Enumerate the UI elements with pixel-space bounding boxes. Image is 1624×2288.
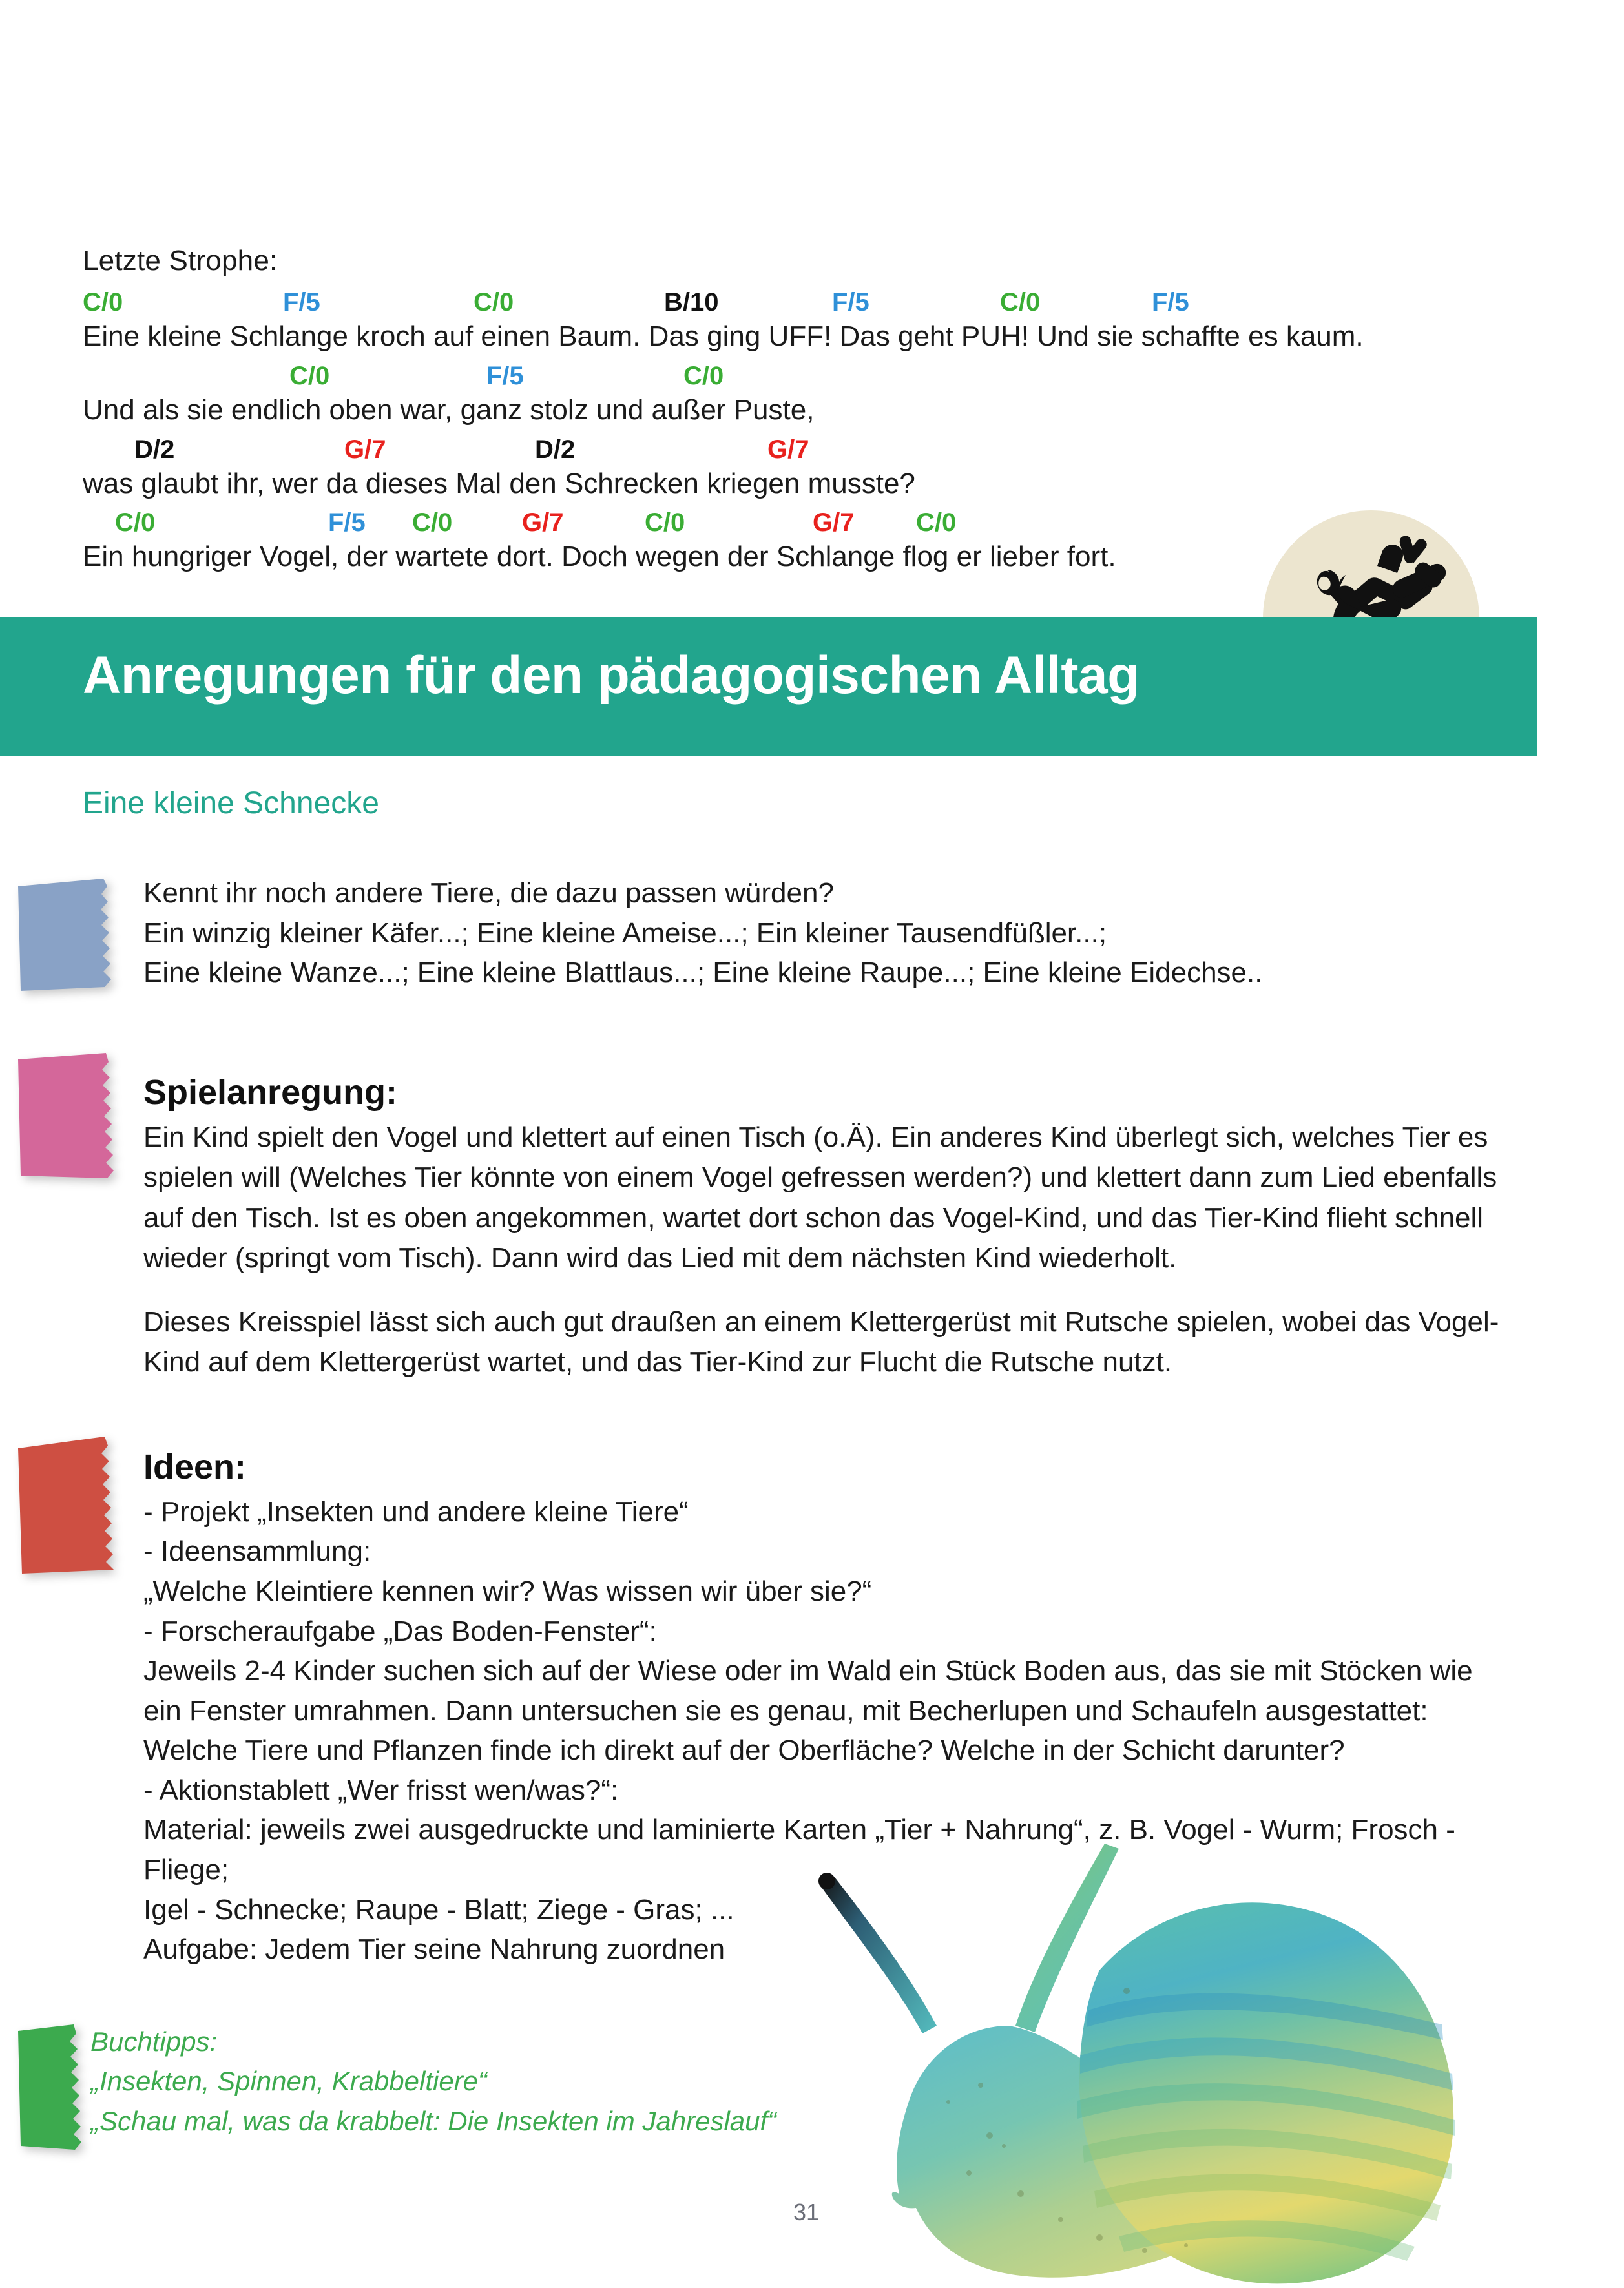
buchtipps-block <box>90 2022 776 2141</box>
lyric-line: Ein hungriger Vogel, der wartete dort. Doch wegen der Schlange flog er lieber fort. <box>83 541 1116 573</box>
question-line: Kennt ihr noch andere Tiere, die dazu passen würden? <box>143 877 834 909</box>
chord-token: C/0 <box>645 508 685 537</box>
verse <box>83 433 1536 501</box>
chord-token: C/0 <box>916 508 957 537</box>
torn-paper-icon <box>14 2023 92 2152</box>
ideen-line: - Ideensammlung: <box>143 1535 371 1568</box>
spielanregung-paragraph: Ein Kind spielt den Vogel und klettert auf einen Tisch (o.Ä). Ein anderes Kind überlegt sich, welches Tier es spielen will (Welches Tier könnte von einem Vogel gefressen werden?) und klettert dann zum Lied ebenfalls auf den Tisch. Ist es oben angekommen, wartet dort schon das Vogel-Kind, und das Tier-Kind flieht schnell wieder (springt vom Tisch). Dann wird das Lied mit dem nächsten Kind wiederholt. <box>143 1121 1497 1274</box>
song-subtitle: Eine kleine Schnecke <box>83 786 379 820</box>
chord-token: F/5 <box>832 288 869 317</box>
ideen-line: - Forscheraufgabe „Das Boden-Fenster“: <box>143 1615 657 1647</box>
ideen-line: „Welche Kleintiere kennen wir? Was wissen wir über sie?“ <box>143 1575 872 1607</box>
lyric-line: was glaubt ihr, wer da dieses Mal den Schrecken kriegen musste? <box>83 467 915 499</box>
torn-paper-icon <box>14 1052 128 1181</box>
chord-token: F/5 <box>328 508 366 537</box>
chord-token: G/7 <box>344 435 386 464</box>
lyric-line: Eine kleine Schlange kroch auf einen Baum. Das ging UFF! Das geht PUH! Und sie schaffte es kaum. <box>83 320 1364 353</box>
chord-token: C/0 <box>289 362 330 391</box>
page-number: 31 <box>793 2199 820 2225</box>
ideen-line: - Projekt „Insekten und andere kleine Tiere“ <box>143 1495 689 1528</box>
chord-token: B/10 <box>664 288 719 317</box>
spielanregung-heading: Spielanregung: <box>143 1073 398 1112</box>
chord-token: F/5 <box>1152 288 1189 317</box>
torn-paper-icon <box>14 877 128 993</box>
buchtipps-heading: Buchtipps: <box>90 2026 218 2057</box>
questions-block <box>143 873 1532 993</box>
marker-red <box>14 1435 124 1576</box>
ideen-line: Aufgabe: Jedem Tier seine Nahrung zuordnen <box>143 1933 725 1966</box>
question-line: Eine kleine Wanze...; Eine kleine Blattlaus...; Eine kleine Raupe...; Eine kleine Eidechse.. <box>143 957 1263 989</box>
chord-token: C/0 <box>1000 288 1041 317</box>
ideen-line: - Aktionstablett „Wer frisst wen/was?“: <box>143 1774 619 1806</box>
buchtipps-line: „Schau mal, was da krabbelt: Die Insekten im Jahreslauf“ <box>90 2105 777 2136</box>
marker-pink <box>14 1052 124 1181</box>
ideen-line: ein Fenster umrahmen. Dann untersuchen sie es genau, mit Becherlupen und Schaufeln ausgestattet: <box>143 1694 1428 1727</box>
ideen-line: Igel - Schnecke; Raupe - Blatt; Ziege - Gras; ... <box>143 1893 734 1926</box>
banner-title: Anregungen für den pädagogischen Alltag <box>83 646 1140 705</box>
watercolor-snail-illustration <box>796 1832 1481 2284</box>
ideen-heading: Ideen: <box>143 1448 247 1486</box>
ideen-line: Jeweils 2-4 Kinder suchen sich auf der Wiese oder im Wald ein Stück Boden aus, das sie mit Stöcken wie <box>143 1655 1473 1687</box>
chord-token: D/2 <box>535 435 576 464</box>
ideen-line: Material: jeweils zwei ausgedruckte und laminierte Karten „Tier + Nahrung“, z. B. Vogel - Wurm; Frosch - Fliege; <box>143 1814 1455 1886</box>
chord-token: D/2 <box>134 435 175 464</box>
ideen-line: Welche Tiere und Pflanzen finde ich direkt auf der Oberfläche? Welche in der Schicht darunter? <box>143 1734 1345 1767</box>
verse <box>83 286 1536 354</box>
snail-tentacle-left <box>822 1877 937 2033</box>
spielanregung-paragraph: Dieses Kreisspiel lässt sich auch gut draußen an einem Klettergerüst mit Rutsche spielen, wobei das Vogel-Kind auf dem Klettergerüst wartet, und das Tier-Kind zur Flucht die Rutsche nutzt. <box>143 1305 1499 1378</box>
chord-token: G/7 <box>813 508 855 537</box>
chord-line <box>83 433 1536 466</box>
chord-token: F/5 <box>283 288 320 317</box>
snail-eye <box>818 1873 835 1889</box>
chord-token: C/0 <box>412 508 453 537</box>
buchtipps-line: „Insekten, Spinnen, Krabbeltiere“ <box>90 2066 488 2097</box>
lyric-line: Und als sie endlich oben war, ganz stolz und außer Puste, <box>83 394 815 426</box>
chord-line <box>83 286 1536 319</box>
marker-blue <box>14 877 124 993</box>
question-line: Ein winzig kleiner Käfer...; Eine kleine Ameise...; Ein kleiner Tausendfüßler...; <box>143 917 1107 949</box>
chord-token: G/7 <box>767 435 809 464</box>
chord-line <box>83 359 1536 393</box>
chord-token: C/0 <box>474 288 514 317</box>
chord-token: C/0 <box>683 362 724 391</box>
chord-token: G/7 <box>522 508 564 537</box>
chord-token: F/5 <box>486 362 524 391</box>
torn-paper-icon <box>14 1435 128 1576</box>
verse <box>83 359 1536 428</box>
chord-token: C/0 <box>115 508 156 537</box>
chord-token: C/0 <box>83 288 123 317</box>
song-section-label: Letzte Strophe: <box>83 245 278 276</box>
spielanregung-block <box>143 1072 1519 1383</box>
